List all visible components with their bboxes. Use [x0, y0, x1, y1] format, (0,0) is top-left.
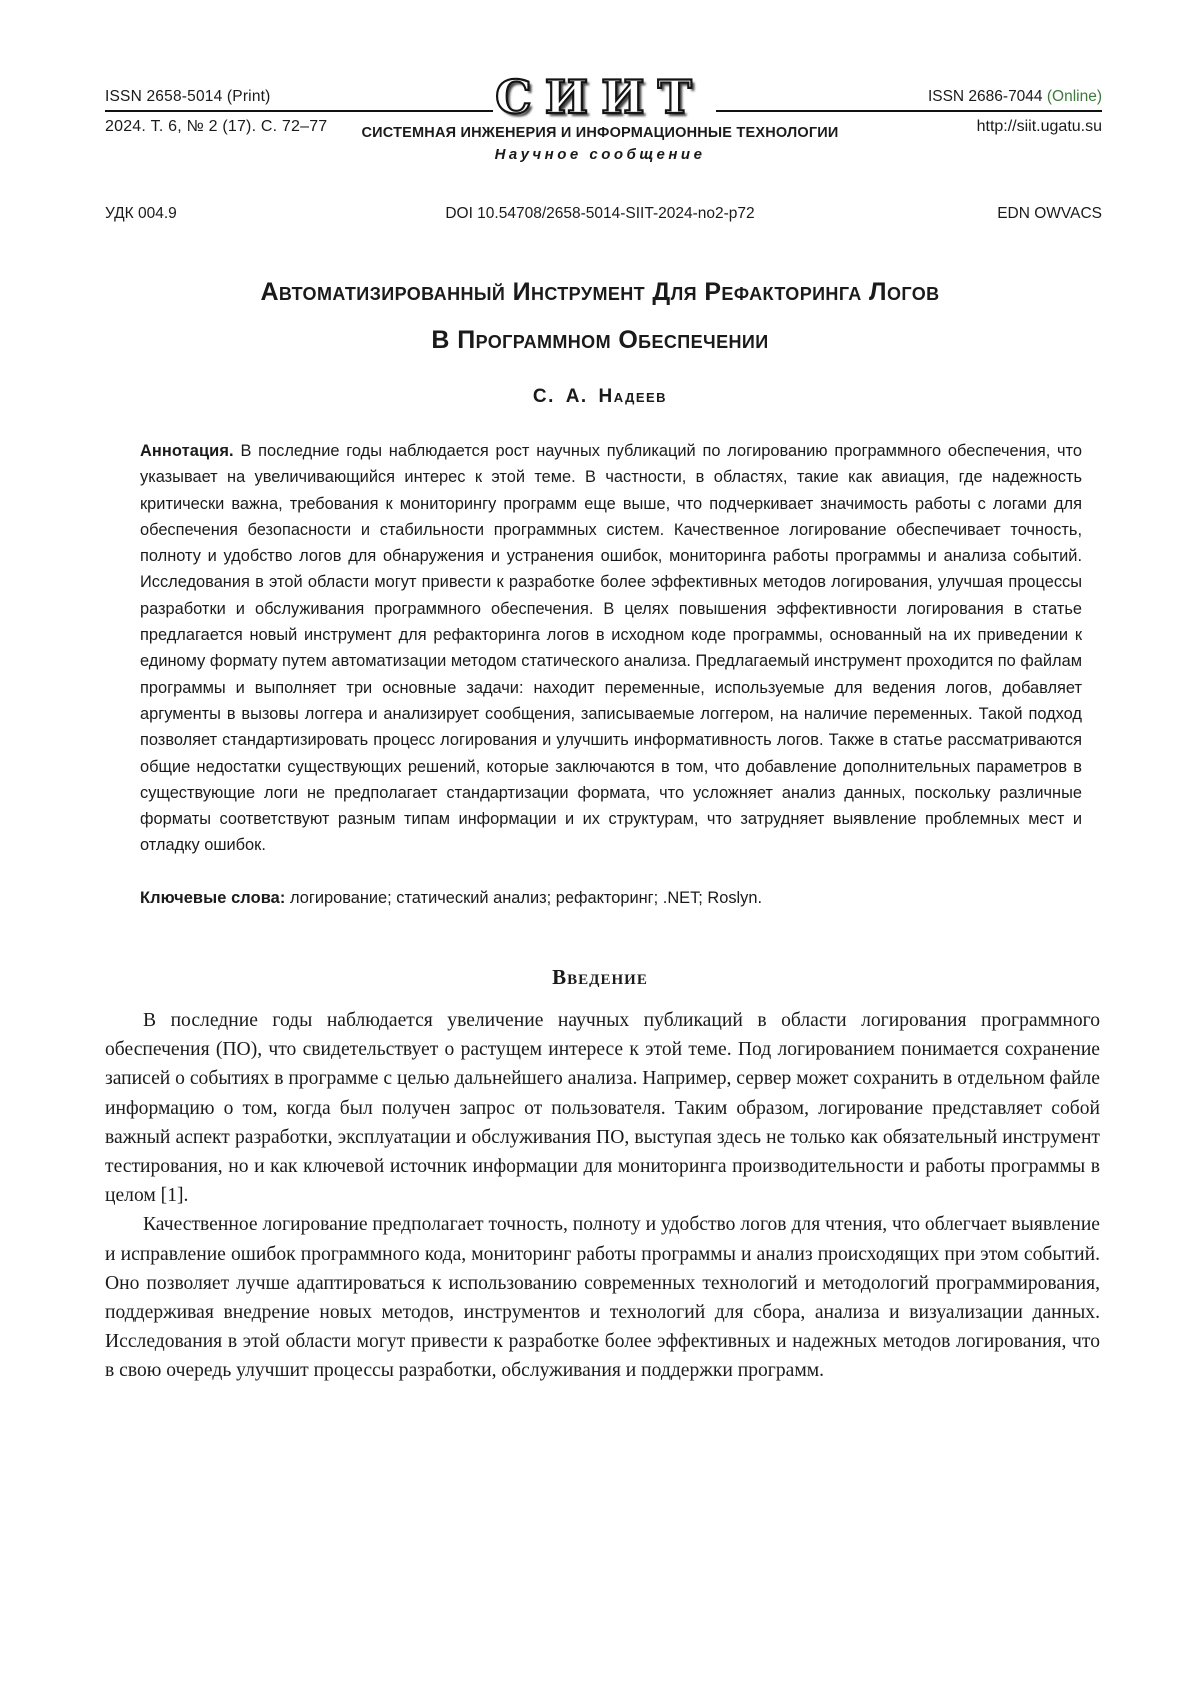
abstract [140, 438, 1082, 859]
abstract-text: В последние годы наблюдается рост научных публикаций по логированию программного обеспечения, что указывает на увеличивающийся интерес к этой теме. В частности, в областях, такие как авиация, где надежность критически важна, требования к мониторингу программ еще выше, что подчеркивает значимость работы с логами для обеспечения безопасности и стабильности программных систем. Качественное логирование обеспечивает точность, полноту и удобство логов для обнаружения и устранения ошибок, мониторинга работы программы и анализа событий. Исследования в этой области могут привести к разработке более эффективных методов логирования, улучшая процессы разработки и обслуживания программного обеспечения. В целях повышения эффективности логирования в статье предлагается новый инструмент для рефакторинга логов в исходном коде программы, основанный на их приведении к единому формату путем автоматизации методом статического анализа. Предлагаемый инструмент проходится по файлам программы и выполняет три основные задачи: находит переменные, используемые для ведения логов, добавляет аргументы в вызовы логгера и анализирует сообщения, записываемые логгером, на наличие переменных. Такой подход позволяет стандартизировать процесс логирования и улучшить информативность логов. Также в статье рассматриваются общие недостатки существующих решений, которые заключаются в том, что добавление дополнительных параметров в существующие логи не предполагает стандартизации формата, что усложняет анализ данных, поскольку различные форматы соответствуют разным типам информации и их структурам, что затрудняет выявление проблемных мест и отладку ошибок. [140, 442, 1082, 855]
issn-online-suffix: (Online) [1046, 88, 1102, 105]
article-title [0, 268, 1200, 364]
introduction-body [105, 1006, 1100, 1386]
issue-info: 2024. Т. 6, № 2 (17). С. 72–77 [105, 118, 328, 135]
keywords [140, 885, 1082, 911]
journal-website: http://siit.ugatu.su [976, 118, 1102, 135]
author-name: С. А. Надеев [532, 386, 668, 407]
udc-code: УДК 004.9 [105, 205, 177, 222]
issn-print: ISSN 2658-5014 (Print) [105, 88, 271, 105]
introduction-paragraph-1: В последние годы наблюдается увеличение научных публикаций в области логирования программного обеспечения (ПО), что свидетельствует о растущем интересе к этой теме. Под логированием понимается сохранение записей о событиях в программе с целью дальнейшего анализа. Например, сервер может сохранить в отдельном файле информацию о том, когда был получен запрос от пользователя. Таким образом, логирование представляет собой важный аспект разработки, эксплуатации и обслуживания ПО, выступая здесь не только как обязательный инструмент тестирования, но и как ключевой источник информации для мониторинга производительности и работы программы в целом [1]. [105, 1010, 1100, 1207]
abstract-label: Аннотация. [140, 442, 234, 460]
section-heading-introduction: Введение [552, 965, 648, 990]
article-title-line2: В Программном Обеспечении [431, 326, 769, 354]
article-title-line1: Автоматизированный Инструмент Для Рефакторинга Логов [260, 278, 940, 306]
journal-name: СИСТЕМНАЯ ИНЖЕНЕРИЯ И ИНФОРМАЦИОННЫЕ ТЕХНОЛОГИИ [361, 125, 839, 141]
issn-online-number: ISSN 2686-7044 [927, 88, 1047, 105]
journal-subtitle: Научное сообщение [494, 146, 706, 163]
journal-logo: СИИТ [495, 70, 705, 124]
introduction-paragraph-2: Качественное логирование предполагает точность, полноту и удобство логов для чтения, что облегчает выявление и исправление ошибок программного кода, мониторинг работы программы и анализ происходящих при этом событий. Оно позволяет лучше адаптироваться к использованию современных технологий и методологий программирования, поддерживая внедрение новых методов, инструментов и технологий для сбора, анализа и визуализации данных. Исследования в этой области могут привести к разработке более эффективных и надежных методов логирования, что в свою очередь улучшит процессы разработки, обслуживания и поддержки программ. [105, 1214, 1100, 1382]
edn-code: EDN OWVACS [997, 205, 1102, 222]
keywords-label: Ключевые слова: [140, 888, 286, 907]
keywords-text: логирование; статический анализ; рефакторинг; .NET; Roslyn. [289, 888, 763, 907]
doi: DOI 10.54708/2658-5014-SIIT-2024-no2-p72 [445, 205, 755, 222]
